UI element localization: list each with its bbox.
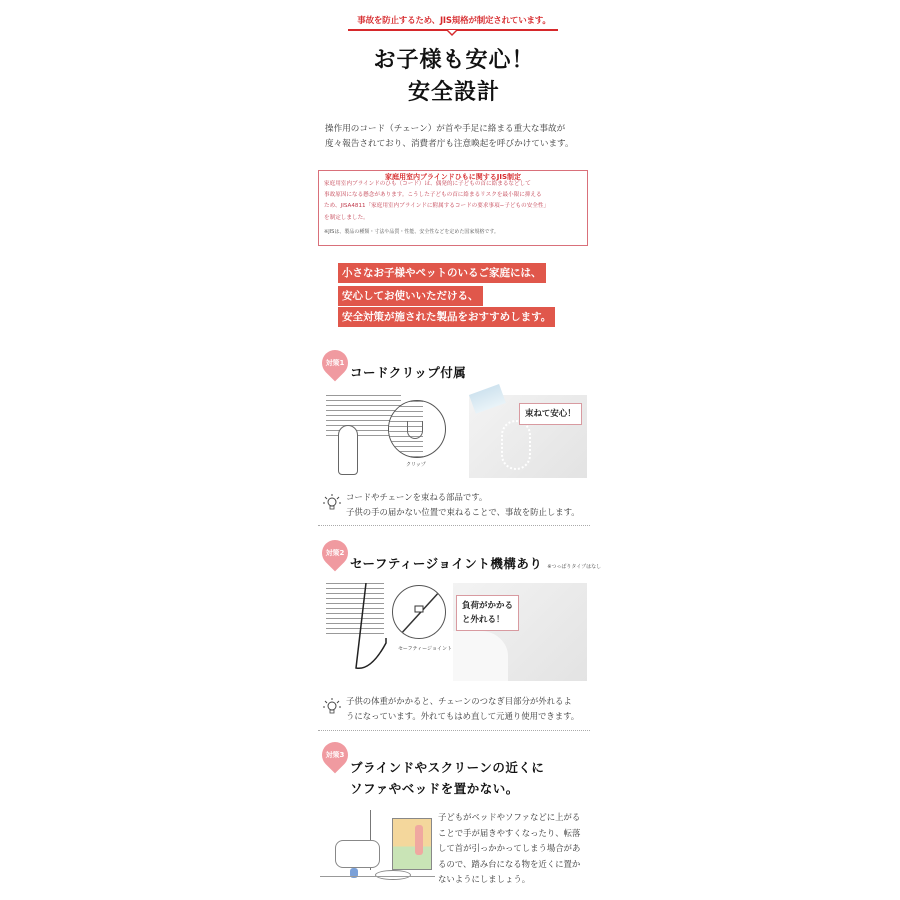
joint-detail	[393, 586, 446, 639]
body-line: るので、踏み台になる物を近くに置か	[438, 858, 581, 869]
jis-box-title: 家庭用室内ブラインドひもに関するJIS制定	[380, 173, 526, 181]
measure-badge-2-label: 対策2	[325, 549, 345, 557]
jis-box-note: ※JISは、製品の種類・寸法や品質・性能、安全性などを定めた国家規格です。	[324, 229, 499, 235]
tip-line: 子供の手の届かない位置で束ねることで、事故を防止します。	[346, 506, 580, 517]
clip-caption: クリップ	[406, 462, 426, 468]
joint-zoom-circle	[392, 585, 446, 639]
body-line: 子どもがベッドやソファなどに上がる	[438, 812, 581, 822]
measure-3-title-line: ソファやベッドを置かない。	[350, 781, 519, 796]
measure-2-tip	[346, 694, 579, 723]
measure-badge-1-label: 対策1	[325, 359, 345, 367]
window-screen	[392, 818, 432, 870]
measure-1-tip	[346, 490, 580, 519]
safety-joint-illustration	[326, 583, 466, 673]
callout-detaches	[456, 595, 519, 631]
joint-closeup	[453, 631, 508, 681]
floor-line	[320, 876, 435, 877]
clip-zoom-circle	[388, 400, 446, 458]
measure-2-title	[350, 554, 601, 572]
jis-body-line: 家庭用室内ブラインドのひも（コード）は、偶発的に子どもの首に絡まるなどして	[324, 181, 531, 187]
body-line: して首が引っかかってしまう場合があ	[438, 843, 581, 853]
bead-chain	[501, 420, 531, 470]
measure-3-body	[438, 810, 590, 888]
highlight-line1: 小さなお子様やペットのいるご家庭には、	[338, 263, 546, 283]
measure-3-title	[350, 757, 544, 799]
lightbulb-icon	[322, 697, 342, 717]
callout-line: と外れる！	[462, 615, 505, 625]
jis-box-body	[324, 179, 582, 224]
dotted-divider	[318, 730, 590, 731]
tip-line: うになっています。外れてもはめ直して元通り使用できます。	[346, 710, 580, 721]
clip-shape	[407, 421, 423, 439]
page-title-line1: お子様も安心！	[373, 48, 535, 73]
intro-text	[325, 122, 590, 152]
cord-clip-photo	[469, 395, 587, 478]
jis-body-line: 事故原因になる懸念があります。こうした子どもの首に絡まるリスクを最小限に抑える	[324, 192, 542, 199]
callout-line: 負荷がかかる	[462, 601, 514, 611]
chain-line	[326, 583, 396, 673]
intro-line: 度々報告されており、消費者庁も注意喚起を呼びかけています。	[325, 139, 574, 149]
measure-3-title-line: ブラインドやスクリーンの近くに	[350, 760, 545, 775]
body-line: ないようにしましょう。	[438, 874, 531, 884]
living-room-illustration	[320, 810, 435, 888]
sofa	[335, 840, 380, 868]
child-figure	[338, 425, 358, 475]
jis-body-line: ため、JISA4811「家庭用室内ブラインドに附属するコードの要求事項−子どもの安全性」	[324, 203, 550, 210]
tip-line: 子供の体重がかかると、チェーンのつなぎ目部分が外れるよ	[346, 696, 572, 706]
measure-badge-3-label: 対策3	[325, 751, 345, 759]
tip-line: コードやチェーンを束ねる部品です。	[346, 492, 488, 502]
joint-caption: セーフティージョイント	[398, 646, 452, 652]
table	[375, 870, 411, 880]
highlight-line3: 安全対策が施された製品をおすすめします。	[338, 307, 555, 327]
lightbulb-icon	[322, 493, 342, 513]
person-figure	[415, 825, 423, 855]
jis-body-line: を制定しました。	[324, 214, 369, 221]
highlight-line2: 安心してお使いいただける、	[338, 286, 483, 306]
intro-line: 操作用のコード（チェーン）が首や手足に絡まる重大な事故が	[325, 124, 566, 134]
body-line: ことで手が届きやすくなったり、転落	[438, 827, 581, 838]
jis-info-box	[318, 170, 588, 246]
headrail	[469, 384, 506, 414]
safety-joint-photo	[453, 583, 587, 681]
measure-2-title-text: セーフティージョイント機構あり	[350, 556, 543, 571]
cord-clip-illustration	[326, 395, 466, 480]
measure-2-note: ※つっぱりタイプはなし	[547, 564, 602, 570]
measure-1-title: コードクリップ付属	[350, 365, 467, 380]
page-title-line2: 安全設計	[407, 80, 500, 105]
header-subtitle: 事故を防止するため、JIS規格が制定されています。	[357, 16, 551, 26]
dotted-divider	[318, 525, 590, 526]
callout-bundle-safe: 束ねて安心！	[519, 403, 582, 425]
header-divider-notch-inner	[448, 30, 456, 34]
